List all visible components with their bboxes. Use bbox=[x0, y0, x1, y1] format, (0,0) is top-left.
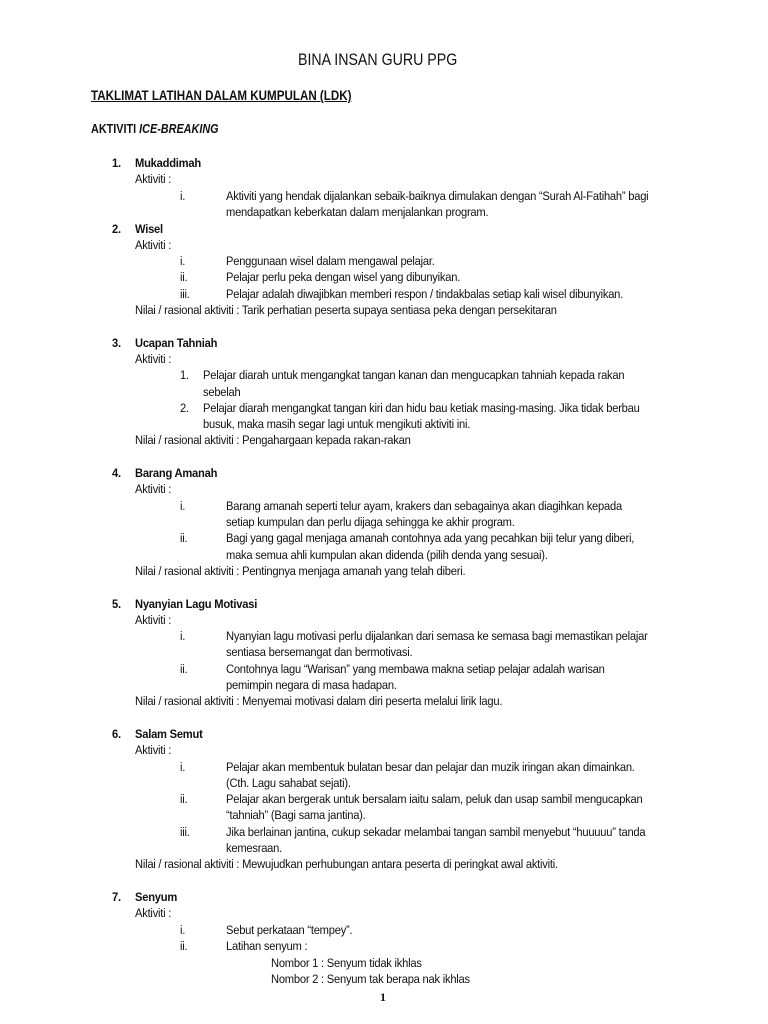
bullet-text: Jika berlainan jantina, cukup sekadar melambai tangan sambil menyebut “huuuuu” tanda bbox=[226, 825, 646, 839]
bullet-text: Bagi yang gagal menjaga amanah contohnya ada yang pecahkan biji telur yang diberi, bbox=[226, 531, 635, 545]
bullet-marker: 2. bbox=[180, 401, 189, 415]
sub-item-text: Nombor 2 : Senyum tak berapa nak ikhlas bbox=[271, 972, 470, 986]
bullet-text: Pelajar perlu peka dengan wisel yang dibunyikan. bbox=[226, 270, 461, 284]
bullet-text: Sebut perkataan “tempey”. bbox=[226, 923, 353, 937]
bullet-marker: i. bbox=[180, 760, 186, 774]
bullet-text: Penggunaan wisel dalam mengawal pelajar. bbox=[226, 254, 435, 268]
item-number: 4. bbox=[112, 466, 121, 480]
bullet-marker: i. bbox=[180, 629, 186, 643]
bullet-text: sentiasa bersemangat dan bermotivasi. bbox=[226, 645, 413, 659]
document-title: BINA INSAN GURU PPG bbox=[298, 51, 458, 69]
bullet-text: (Cth. Lagu sahabat sejati). bbox=[226, 776, 351, 790]
item-title: Wisel bbox=[135, 222, 163, 236]
section-heading-italic: ICE-BREAKING bbox=[139, 122, 219, 136]
bullet-marker: ii. bbox=[180, 531, 188, 545]
item-title: Nyanyian Lagu Motivasi bbox=[135, 597, 258, 611]
nilai-rasional: Nilai / rasional aktiviti : Pengahargaan kepada rakan-rakan bbox=[135, 433, 411, 447]
bullet-text: busuk, maka masih segar lagi untuk mengikuti aktiviti ini. bbox=[203, 417, 471, 431]
bullet-marker: i. bbox=[180, 923, 186, 937]
item-title: Barang Amanah bbox=[135, 466, 218, 480]
bullet-marker: ii. bbox=[180, 270, 188, 284]
aktiviti-label: Aktiviti : bbox=[135, 482, 172, 496]
bullet-text: pemimpin negara di masa hadapan. bbox=[226, 678, 397, 692]
page-number: 1 bbox=[380, 990, 386, 1004]
aktiviti-label: Aktiviti : bbox=[135, 906, 172, 920]
bullet-text: Pelajar diarah untuk mengangkat tangan kanan dan mengucapkan tahniah kepada rakan bbox=[203, 368, 625, 382]
document-subtitle: TAKLIMAT LATIHAN DALAM KUMPULAN (LDK) bbox=[91, 88, 352, 103]
item-title: Ucapan Tahniah bbox=[135, 336, 218, 350]
bullet-text: Pelajar adalah diwajibkan memberi respon / tindakbalas setiap kali wisel dibunyikan. bbox=[226, 287, 624, 301]
bullet-text: Latihan senyum : bbox=[226, 939, 308, 953]
bullet-marker: iii. bbox=[180, 287, 190, 301]
bullet-text: Barang amanah seperti telur ayam, krakers dan sebagainya akan diagihkan kepada bbox=[226, 499, 622, 513]
bullet-text: sebelah bbox=[203, 385, 241, 399]
item-title: Senyum bbox=[135, 890, 178, 904]
bullet-text: setiap kumpulan dan perlu dijaga sehingga ke akhir program. bbox=[226, 515, 515, 529]
nilai-rasional: Nilai / rasional aktiviti : Tarik perhatian peserta supaya sentiasa peka dengan persekitaran bbox=[135, 303, 557, 317]
bullet-marker: i. bbox=[180, 189, 186, 203]
bullet-marker: ii. bbox=[180, 662, 188, 676]
item-number: 1. bbox=[112, 156, 121, 170]
item-number: 5. bbox=[112, 597, 121, 611]
bullet-text: “tahniah” (Bagi sama jantina). bbox=[226, 808, 366, 822]
bullet-text: Pelajar akan bergerak untuk bersalam iaitu salam, peluk dan usap sambil mengucapkan bbox=[226, 792, 643, 806]
bullet-text: Contohnya lagu “Warisan” yang membawa makna setiap pelajar adalah warisan bbox=[226, 662, 605, 676]
nilai-rasional: Nilai / rasional aktiviti : Mewujudkan perhubungan antara peserta di peringkat awal aktiviti. bbox=[135, 857, 558, 871]
bullet-marker: ii. bbox=[180, 939, 188, 953]
bullet-marker: ii. bbox=[180, 792, 188, 806]
section-heading bbox=[91, 122, 219, 136]
bullet-text: Pelajar akan membentuk bulatan besar dan pelajar dan muzik iringan akan dimainkan. bbox=[226, 760, 635, 774]
item-number: 3. bbox=[112, 336, 121, 350]
bullet-text: maka semua ahli kumpulan akan didenda (pilih denda yang sesuai). bbox=[226, 548, 548, 562]
bullet-text: mendapatkan keberkatan dalam menjalankan program. bbox=[226, 205, 489, 219]
aktiviti-label: Aktiviti : bbox=[135, 172, 172, 186]
item-title: Mukaddimah bbox=[135, 156, 201, 170]
item-number: 6. bbox=[112, 727, 121, 741]
bullet-text: Aktiviti yang hendak dijalankan sebaik-baiknya dimulakan dengan “Surah Al-Fatihah” bagi bbox=[226, 189, 649, 203]
aktiviti-label: Aktiviti : bbox=[135, 613, 172, 627]
nilai-rasional: Nilai / rasional aktiviti : Pentingnya menjaga amanah yang telah diberi. bbox=[135, 564, 466, 578]
section-heading-prefix: AKTIVITI bbox=[91, 122, 140, 136]
bullet-text: Nyanyian lagu motivasi perlu dijalankan dari semasa ke semasa bagi memastikan pelajar bbox=[226, 629, 648, 643]
aktiviti-label: Aktiviti : bbox=[135, 352, 172, 366]
nilai-rasional: Nilai / rasional aktiviti : Menyemai motivasi dalam diri peserta melalui lirik lagu. bbox=[135, 694, 503, 708]
bullet-marker: iii. bbox=[180, 825, 190, 839]
bullet-text: Pelajar diarah mengangkat tangan kiri dan hidu bau ketiak masing-masing. Jika tidak berbau bbox=[203, 401, 640, 415]
bullet-marker: i. bbox=[180, 254, 186, 268]
item-number: 7. bbox=[112, 890, 121, 904]
aktiviti-label: Aktiviti : bbox=[135, 238, 172, 252]
sub-item-text: Nombor 1 : Senyum tidak ikhlas bbox=[271, 956, 422, 970]
aktiviti-label: Aktiviti : bbox=[135, 743, 172, 757]
bullet-text: kemesraan. bbox=[226, 841, 283, 855]
bullet-marker: 1. bbox=[180, 368, 189, 382]
item-number: 2. bbox=[112, 222, 121, 236]
item-title: Salam Semut bbox=[135, 727, 203, 741]
bullet-marker: i. bbox=[180, 499, 186, 513]
